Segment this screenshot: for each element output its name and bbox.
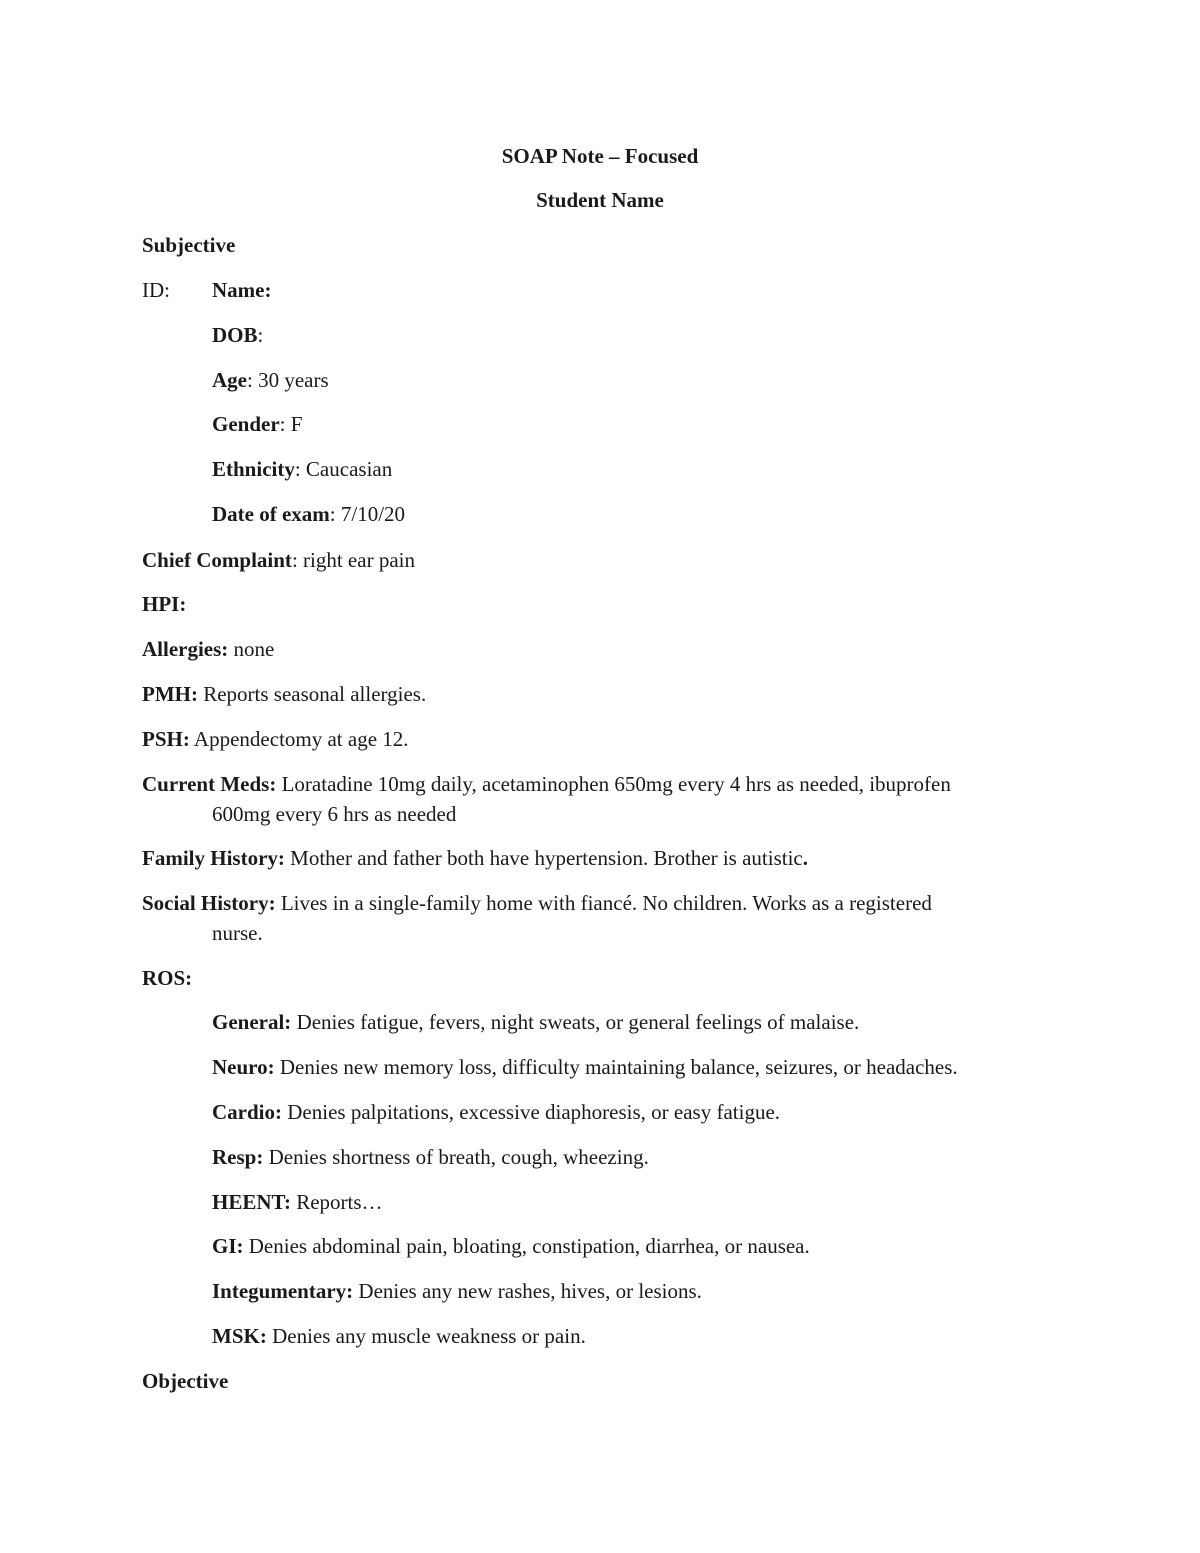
current-meds-continued: 600mg every 6 hrs as needed [212, 802, 457, 826]
ros-label: MSK: [212, 1324, 267, 1348]
ros-label: Integumentary: [212, 1279, 354, 1303]
ros-label: Resp: [212, 1145, 264, 1169]
social-history [142, 888, 932, 918]
id-field-value: : Caucasian [294, 457, 393, 481]
allergies-value: none [228, 637, 275, 661]
id-date-of-exam-field [212, 499, 405, 529]
ros-label: Cardio: [212, 1100, 282, 1124]
document-title: SOAP Note – Focused [501, 144, 699, 168]
hpi [142, 589, 186, 619]
chief-complaint-value: : right ear pain [291, 548, 415, 572]
ros-label: GI: [212, 1234, 244, 1258]
id-name-field [212, 275, 271, 305]
ros-value: Denies palpitations, excessive diaphoresis, or easy fatigue. [282, 1100, 781, 1124]
chief-complaint-label: Chief Complaint [142, 548, 292, 572]
ros-neuro [212, 1052, 958, 1082]
psh [142, 724, 409, 754]
current-meds-value: Loratadine 10mg daily, acetaminophen 650mg every 4 hrs as needed, ibuprofen [276, 772, 951, 796]
id-field-value: : 7/10/20 [329, 502, 406, 526]
family-history-label: Family History: [142, 846, 285, 870]
id-field-value: : F [279, 412, 303, 436]
ros-gi [212, 1231, 810, 1261]
ros-resp [212, 1142, 649, 1172]
id-field-label: Name: [212, 278, 272, 302]
allergies-label: Allergies: [142, 637, 229, 661]
ros-heent [212, 1187, 383, 1217]
subjective-heading: Subjective [142, 233, 236, 257]
ros-heading: ROS: [142, 966, 193, 990]
ros-value: Denies shortness of breath, cough, wheezing. [263, 1145, 649, 1169]
ros-value: Denies any new rashes, hives, or lesions. [353, 1279, 702, 1303]
chief-complaint [142, 545, 415, 575]
ros-label: Neuro: [212, 1055, 275, 1079]
objective-heading: Objective [142, 1369, 229, 1393]
allergies [142, 634, 274, 664]
ros-value: Reports… [290, 1190, 383, 1214]
id-field-label: Date of exam [212, 502, 330, 526]
current-meds [142, 769, 951, 799]
id-field-value: : 30 years [247, 368, 329, 392]
id-field-value: : [257, 323, 264, 347]
ros-value: Denies any muscle weakness or pain. [266, 1324, 586, 1348]
ros-msk [212, 1321, 586, 1351]
pmh [142, 679, 426, 709]
id-field-label: Age [212, 368, 247, 392]
ros-integumentary [212, 1276, 702, 1306]
family-history [142, 843, 808, 873]
id-field-label: Gender [212, 412, 280, 436]
id-label: ID: [142, 278, 170, 302]
ros-label: HEENT: [212, 1190, 291, 1214]
family-history-end: . [802, 846, 809, 870]
ros-general [212, 1007, 859, 1037]
id-field-label: Ethnicity [212, 457, 295, 481]
ros-cardio [212, 1097, 780, 1127]
ros-label: General: [212, 1010, 292, 1034]
ros-value: Denies fatigue, fevers, night sweats, or general feelings of malaise. [291, 1010, 860, 1034]
family-history-value: Mother and father both have hypertension. Brother is autistic [284, 846, 803, 870]
ros-value: Denies new memory loss, difficulty maintaining balance, seizures, or headaches. [274, 1055, 958, 1079]
psh-value: Appendectomy at age 12. [189, 727, 409, 751]
social-history-label: Social History: [142, 891, 276, 915]
psh-label: PSH: [142, 727, 190, 751]
pmh-value: Reports seasonal allergies. [197, 682, 427, 706]
id-age-field [212, 365, 329, 395]
id-dob-field [212, 320, 263, 350]
current-meds-label: Current Meds: [142, 772, 277, 796]
id-field-label: DOB [212, 323, 258, 347]
ros-value: Denies abdominal pain, bloating, constipation, diarrhea, or nausea. [243, 1234, 810, 1258]
id-gender-field [212, 409, 302, 439]
pmh-label: PMH: [142, 682, 198, 706]
student-name: Student Name [536, 188, 664, 212]
hpi-label: HPI: [142, 592, 187, 616]
social-history-value: Lives in a single-family home with fiancé. No children. Works as a registered [275, 891, 932, 915]
social-history-continued: nurse. [212, 921, 263, 945]
id-ethnicity-field [212, 454, 392, 484]
